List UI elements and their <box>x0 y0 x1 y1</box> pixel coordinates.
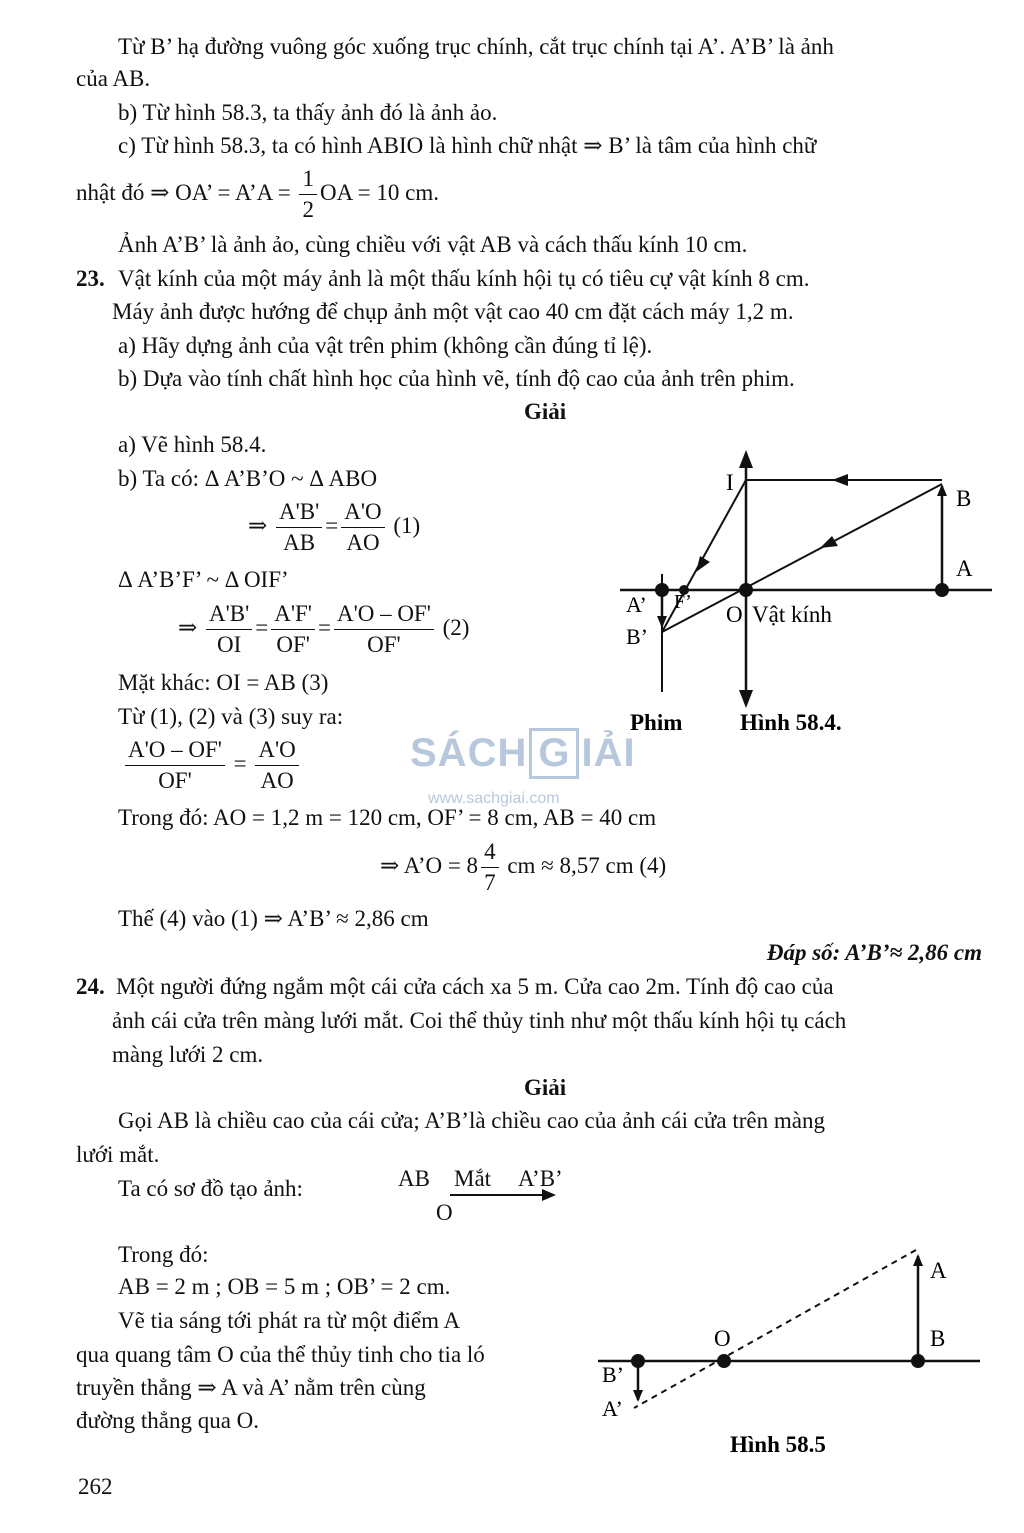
sol22-fraction-pre: nhật đó ⇒ OA’ = A’A = <box>76 180 291 205</box>
image-formation-scheme <box>398 1160 598 1230</box>
lens-arrow-bottom-icon <box>739 690 753 708</box>
suy-ra-line: Từ (1), (2) và (3) suy ra: <box>118 704 344 729</box>
equation-tag: (2) <box>442 615 470 640</box>
page-number: 262 <box>78 1474 113 1499</box>
scheme-mat: Mắt <box>454 1166 492 1191</box>
similarity-2: Δ A’B’F’ ~ Δ OIF’ <box>118 567 289 592</box>
problem-24-values: AB = 2 m ; OB = 5 m ; OB’ = 2 cm. <box>118 1274 451 1299</box>
sol22-line1: Từ B’ hạ đường vuông góc xuống trục chính, cắt trục chính tại A’. A’B’ là ảnh <box>118 34 834 59</box>
problem-24-number: 24. <box>76 974 105 999</box>
label-a: A <box>930 1258 947 1283</box>
ray-arrow-icon <box>696 556 710 572</box>
given-values-line: Trong đó: AO = 1,2 m = 120 cm, OF’ = 8 cm, AB = 40 cm <box>118 805 657 830</box>
problem-24-line1: Một người đứng ngắm một cái cửa cách xa 5 m. Cửa cao 2m. Tính độ cao của <box>116 974 834 999</box>
label-aprime: A’ <box>602 1396 623 1421</box>
problem-23-part-a: a) Hãy dựng ảnh của vật trên phim (không cần đúng tỉ lệ). <box>118 333 653 358</box>
problem-24-line3: màng lưới 2 cm. <box>112 1042 264 1067</box>
equals-sign: = <box>255 615 269 640</box>
label-aprime: A’ <box>626 592 647 617</box>
fraction-one-half: $\frac{1}{2}$ <box>299 164 317 225</box>
equation-4-pre: ⇒ A’O = 8 <box>380 853 479 878</box>
lens-arrow-top-icon <box>739 450 753 468</box>
problem-23-number: 23. <box>76 266 105 291</box>
fraction: $\frac{A'B'}{AB}$ <box>276 497 322 558</box>
image-formation-scheme-label: Ta có sơ đồ tạo ảnh: <box>118 1176 303 1201</box>
problem-24-text-2: qua quang tâm O của thể thủy tinh cho tia ló <box>76 1342 485 1367</box>
fraction: $\frac{A'F'}{OF'}$ <box>271 599 315 660</box>
equals-sign: = <box>233 751 247 776</box>
problem-23-part-b: b) Dựa vào tính chất hình học của hình vẽ, tính độ cao của ảnh trên phim. <box>118 366 795 391</box>
mat-khac-line: Mặt khác: OI = AB (3) <box>118 670 329 695</box>
label-i: I <box>726 470 734 495</box>
figure-58-4 <box>610 446 1010 746</box>
problem-24-trong-do: Trong đó: <box>118 1242 209 1267</box>
sol22-fraction-line <box>76 163 439 225</box>
label-o: O <box>726 602 743 627</box>
ray-arrow-icon <box>832 474 848 486</box>
point-o <box>717 1354 731 1368</box>
label-o: O <box>714 1326 731 1351</box>
sol22-line2: của AB. <box>76 66 151 91</box>
ray-a-through-o <box>634 1250 916 1408</box>
sol22-part-b: b) Từ hình 58.3, ta thấy ảnh đó là ảnh ảo. <box>118 100 498 125</box>
fraction: $\frac{A'O}{AO}$ <box>255 735 298 796</box>
fraction: $\frac{A'O - OF'}{OF'}$ <box>334 599 434 660</box>
scheme-ab: AB <box>398 1166 430 1191</box>
label-fprime: F’ <box>674 591 692 613</box>
equals-sign: = <box>325 513 339 538</box>
point-b <box>911 1354 925 1368</box>
scheme-o: O <box>436 1200 453 1225</box>
problem-23-solution-b: b) Ta có: Δ A’B’O ~ Δ ABO <box>118 466 378 491</box>
point-bprime <box>631 1354 645 1368</box>
figure-58-4-caption: Hình 58.4. <box>740 710 842 735</box>
sol22-conclusion: Ảnh A’B’ là ảnh ảo, cùng chiều với vật AB và cách thấu kính 10 cm. <box>118 232 748 257</box>
equation-1 <box>248 496 420 558</box>
watermark-url: www.sachgiai.com <box>428 790 560 807</box>
fraction-four-sevenths: $\frac{4}{7}$ <box>481 837 499 898</box>
answer-23: Đáp số: A’B’≈ 2,86 cm <box>766 940 982 965</box>
sol22-part-c: c) Từ hình 58.3, ta có hình ABIO là hình chữ nhật ⇒ B’ là tâm của hình chữ <box>118 133 817 158</box>
label-b: B <box>930 1326 946 1351</box>
implies-symbol: ⇒ <box>248 513 268 538</box>
problem-24-solution-line1: Gọi AB là chiều cao của cái cửa; A’B’là chiều cao của ảnh cái cửa trên màng <box>118 1108 825 1133</box>
ray-arrow-icon <box>820 536 838 548</box>
problem-23-line2: Máy ảnh được hướng để chụp ảnh một vật cao 40 cm đặt cách máy 1,2 m. <box>112 299 794 324</box>
equation-4 <box>380 836 666 898</box>
label-b: B <box>956 486 972 511</box>
fraction: $\frac{A'O - OF'}{OF'}$ <box>125 735 225 796</box>
problem-24-text-4: đường thẳng qua O. <box>76 1408 260 1433</box>
problem-24-line2: ảnh cái cửa trên màng lưới mắt. Coi thể thủy tinh như một thấu kính hội tụ cách <box>112 1008 847 1033</box>
figure-58-5-caption: Hình 58.5 <box>730 1432 826 1457</box>
problem-23-solution-a: a) Vẽ hình 58.4. <box>118 432 267 457</box>
sol22-fraction-post: OA = 10 cm. <box>319 180 440 205</box>
point-aprime <box>655 583 669 597</box>
label-bprime: B’ <box>602 1362 624 1387</box>
equation-3 <box>122 734 302 796</box>
equation-4-post: cm ≈ 8,57 cm (4) <box>507 853 667 878</box>
equation-tag: (1) <box>393 513 421 538</box>
problem-24-text-1: Vẽ tia sáng tới phát ra từ một điểm A <box>118 1308 461 1333</box>
equals-sign: = <box>317 615 331 640</box>
problem-23-line1: Vật kính của một máy ảnh là một thấu kính hội tụ có tiêu cự vật kính 8 cm. <box>118 266 810 291</box>
equation-2 <box>178 598 469 660</box>
scheme-aprime-bprime: A’B’ <box>518 1166 563 1191</box>
problem-24-text-3: truyền thẳng ⇒ A và A’ nằm trên cùng <box>76 1375 426 1400</box>
label-vat-kinh: Vật kính <box>752 602 832 627</box>
implies-symbol: ⇒ <box>178 615 198 640</box>
substitution-line: Thế (4) vào (1) ⇒ A’B’ ≈ 2,86 cm <box>118 906 429 931</box>
problem-24-solution-heading: Giải <box>524 1075 567 1100</box>
figure-58-5 <box>590 1240 990 1470</box>
label-phim: Phim <box>630 710 683 735</box>
problem-24-solution-line2: lưới mắt. <box>76 1142 160 1167</box>
point-o <box>739 583 753 597</box>
scheme-arrow-icon <box>448 1188 558 1202</box>
fraction: $\frac{A'O}{AO}$ <box>341 497 384 558</box>
problem-23-solution-heading: Giải <box>524 399 567 424</box>
label-bprime: B’ <box>626 624 648 649</box>
fraction: $\frac{A'B'}{OI}$ <box>206 599 252 660</box>
watermark-logo: SÁCH G IẢI <box>410 728 636 779</box>
point-a <box>935 583 949 597</box>
label-a: A <box>956 556 973 581</box>
